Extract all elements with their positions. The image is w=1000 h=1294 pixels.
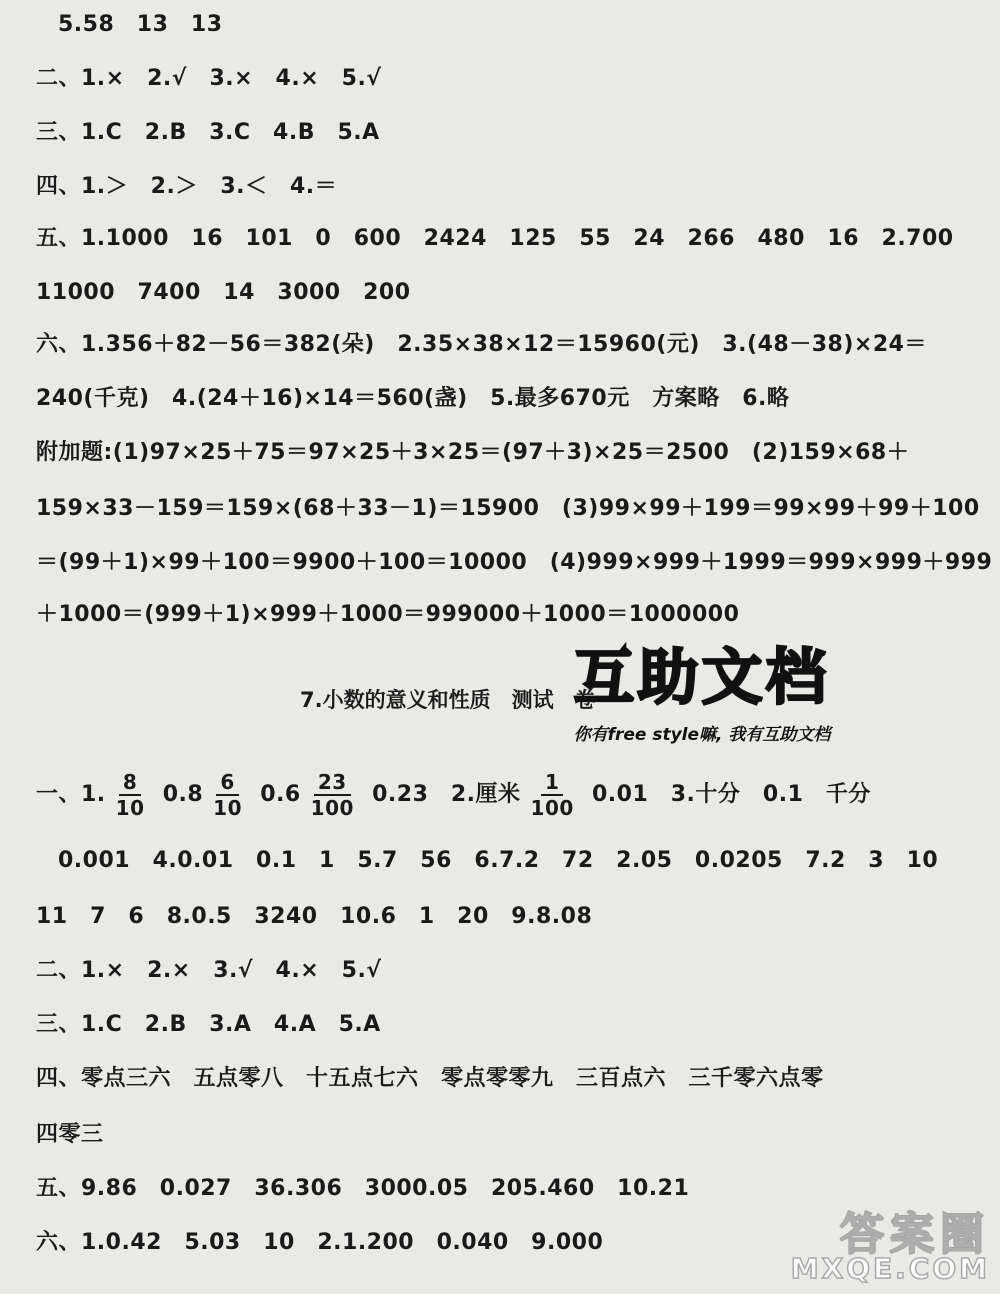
watermark-main: 答案圈 <box>840 1209 990 1260</box>
s7-text-1: 0.8 <box>162 782 204 807</box>
answer-line-2: 二、1.× 2.√ 3.× 4.× 5.√ <box>36 66 382 91</box>
section7-line-6: 四、零点三六 五点零八 十五点七六 零点零零九 三百点六 三千零六点零 <box>36 1066 824 1091</box>
fraction-denominator: 10 <box>213 796 243 820</box>
s7-text-3: 0.23 2.厘米 <box>372 782 521 807</box>
fraction-8-10 <box>112 770 149 820</box>
answer-line-7: 六、1.356＋82－56＝382(朵) 2.35×38×12＝15960(元) 3.(48－38)×24＝ <box>36 332 927 357</box>
answer-line-8: 240(千克) 4.(24＋16)×14＝560(盏) 5.最多670元 方案略 6.略 <box>36 386 790 411</box>
answer-line-11: ＝(99＋1)×99＋100＝9900＋100＝10000 (4)999×999＋1999＝999×999＋999 <box>36 550 993 575</box>
fraction-6-10 <box>209 770 246 820</box>
fraction-numerator: 6 <box>216 770 238 796</box>
logo-slogan: 你有free style嘛, 我有互助文档 <box>573 725 831 745</box>
logo-text: 互助文档 <box>574 643 830 713</box>
fraction-1-100 <box>527 770 578 820</box>
answer-line-3: 三、1.C 2.B 3.C 4.B 5.A <box>36 120 380 145</box>
section-title: 7.小数的意义和性质 测试 卷 <box>300 688 596 712</box>
section7-line-2: 0.001 4.0.01 0.1 1 5.7 56 6.7.2 72 2.05 0.0205 7.2 3 10 <box>58 848 939 873</box>
s7-text-4: 0.01 3.十分 0.1 千分 <box>591 782 871 807</box>
section7-line-9: 六、1.0.42 5.03 10 2.1.200 0.040 9.000 <box>36 1230 604 1255</box>
fraction-denominator: 100 <box>530 796 574 820</box>
section7-line-3: 11 7 6 8.0.5 3240 10.6 1 20 9.8.08 <box>36 904 593 929</box>
fraction-numerator: 8 <box>119 770 141 796</box>
s7-text-2: 0.6 <box>260 782 301 807</box>
fraction-23-100 <box>307 770 358 820</box>
answer-line-6: 11000 7400 14 3000 200 <box>36 280 411 305</box>
s7-prefix: 一、1. <box>36 782 106 807</box>
answer-line-5: 五、1.1000 16 101 0 600 2424 125 55 24 266 480 16 2.700 <box>36 226 954 251</box>
section7-line-4: 二、1.× 2.× 3.√ 4.× 5.√ <box>36 958 382 983</box>
answer-line-10: 159×33－159＝159×(68＋33－1)＝15900 (3)99×99＋199＝99×99＋99＋100 <box>36 496 980 521</box>
fraction-numerator: 23 <box>314 770 351 796</box>
fraction-numerator: 1 <box>541 770 563 796</box>
section7-line-7: 四零三 <box>36 1122 104 1147</box>
answer-line-12: ＋1000＝(999＋1)×999＋1000＝999000＋1000＝1000000 <box>36 602 740 627</box>
watermark <box>760 1198 990 1288</box>
answer-line-1: 5.58 13 13 <box>58 12 223 37</box>
answer-line-4: 四、1.＞ 2.＞ 3.＜ 4.＝ <box>36 174 338 199</box>
fraction-denominator: 10 <box>115 796 145 820</box>
fraction-denominator: 100 <box>310 796 354 820</box>
section7-line-1 <box>36 760 980 830</box>
section7-line-5: 三、1.C 2.B 3.A 4.A 5.A <box>36 1012 381 1037</box>
answer-line-9: 附加题:(1)97×25＋75＝97×25＋3×25＝(97＋3)×25＝2500 (2)159×68＋ <box>36 440 910 465</box>
logo <box>552 640 852 748</box>
watermark-url: MXQE.COM <box>790 1252 990 1285</box>
section7-line-8: 五、9.86 0.027 36.306 3000.05 205.460 10.21 <box>36 1176 690 1201</box>
